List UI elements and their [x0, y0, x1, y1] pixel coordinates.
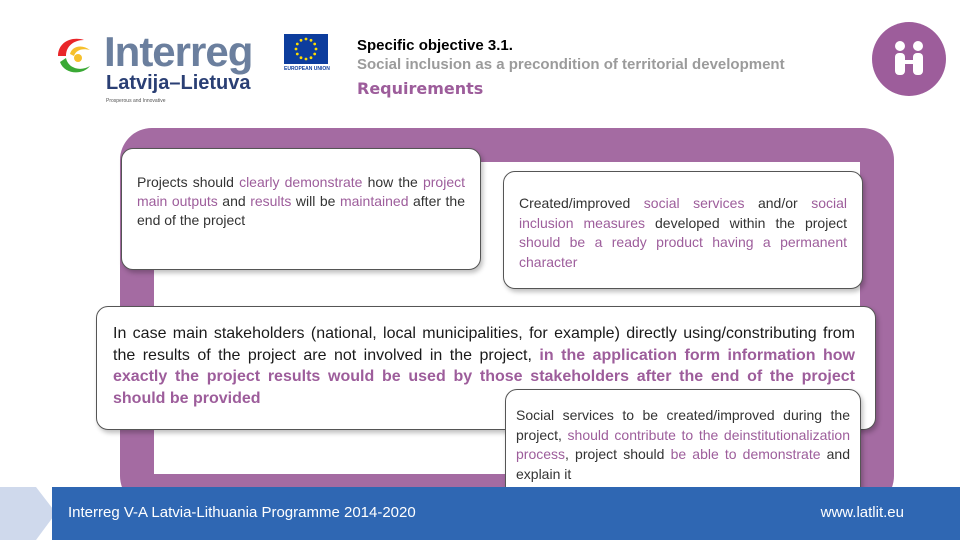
box2-text-1: Created/improved: [519, 195, 644, 211]
deinstitutionalization-box: [505, 389, 861, 499]
page-title: Specific objective 3.1.: [357, 37, 513, 54]
box1-text-3: and: [217, 193, 251, 209]
logo-wordmark: Interreg: [104, 28, 253, 75]
box2-text-2: and/or: [744, 195, 812, 211]
box4-highlight-2: be able to demonstrate: [670, 446, 821, 462]
people-icon: [872, 22, 946, 96]
box2-highlight-3: should be a ready product having a permanent character: [519, 234, 847, 270]
box1-text-1: Projects should: [137, 174, 240, 190]
eu-flag-icon: [284, 34, 328, 64]
box2-highlight-2: social inclusion measures: [519, 195, 847, 231]
logo-tagline: Prosperous and Innovative: [106, 98, 166, 104]
box4-text-3: and explain it: [516, 446, 850, 482]
header: [357, 36, 877, 100]
box1-highlight-4: maintained: [339, 193, 409, 209]
section-heading: Requirements: [357, 79, 484, 98]
footer-website-link[interactable]: www.latlit.eu: [820, 504, 904, 521]
box1-highlight-1: clearly demonstrate: [239, 174, 363, 190]
outputs-maintenance-box: [121, 148, 481, 270]
box1-text-2: how the: [362, 174, 423, 190]
box4-highlight-1: should contribute to the deinstitutionalization process: [516, 426, 850, 462]
box4-text-2: , project should: [565, 446, 671, 462]
box1-highlight-2: project main outputs: [137, 174, 465, 209]
page-subtitle: Social inclusion as a precondition of territorial development: [357, 56, 785, 73]
logo-subtitle: Latvija–Lietuva: [106, 72, 251, 94]
box3-highlight-1: in the application form information how exactly the project results would be used by those stakeholders after the end of the project should be provided: [113, 346, 856, 407]
box2-highlight-1: social services: [643, 195, 745, 211]
footer-accent-shape: [0, 487, 58, 540]
ready-product-box: [503, 171, 863, 289]
eu-label: EUROPEAN UNION: [284, 66, 330, 72]
box1-text-4: will be: [291, 193, 340, 209]
box4-text-1: Social services to be created/improved during the project,: [516, 407, 850, 443]
box3-text-1: In case main stakeholders (national, local municipalities, for example) directly using/constributing from the results of the project are not involved in the project,: [113, 325, 855, 364]
box1-text-5: after the end of the project: [137, 193, 465, 228]
interreg-swirl-icon: [52, 32, 100, 78]
box2-text-3: developed within the project: [644, 214, 847, 231]
footer-programme-name: Interreg V-A Latvia-Lithuania Programme 2014-2020: [68, 504, 416, 521]
box1-highlight-3: results: [250, 193, 292, 209]
interreg-logo: [52, 28, 342, 108]
